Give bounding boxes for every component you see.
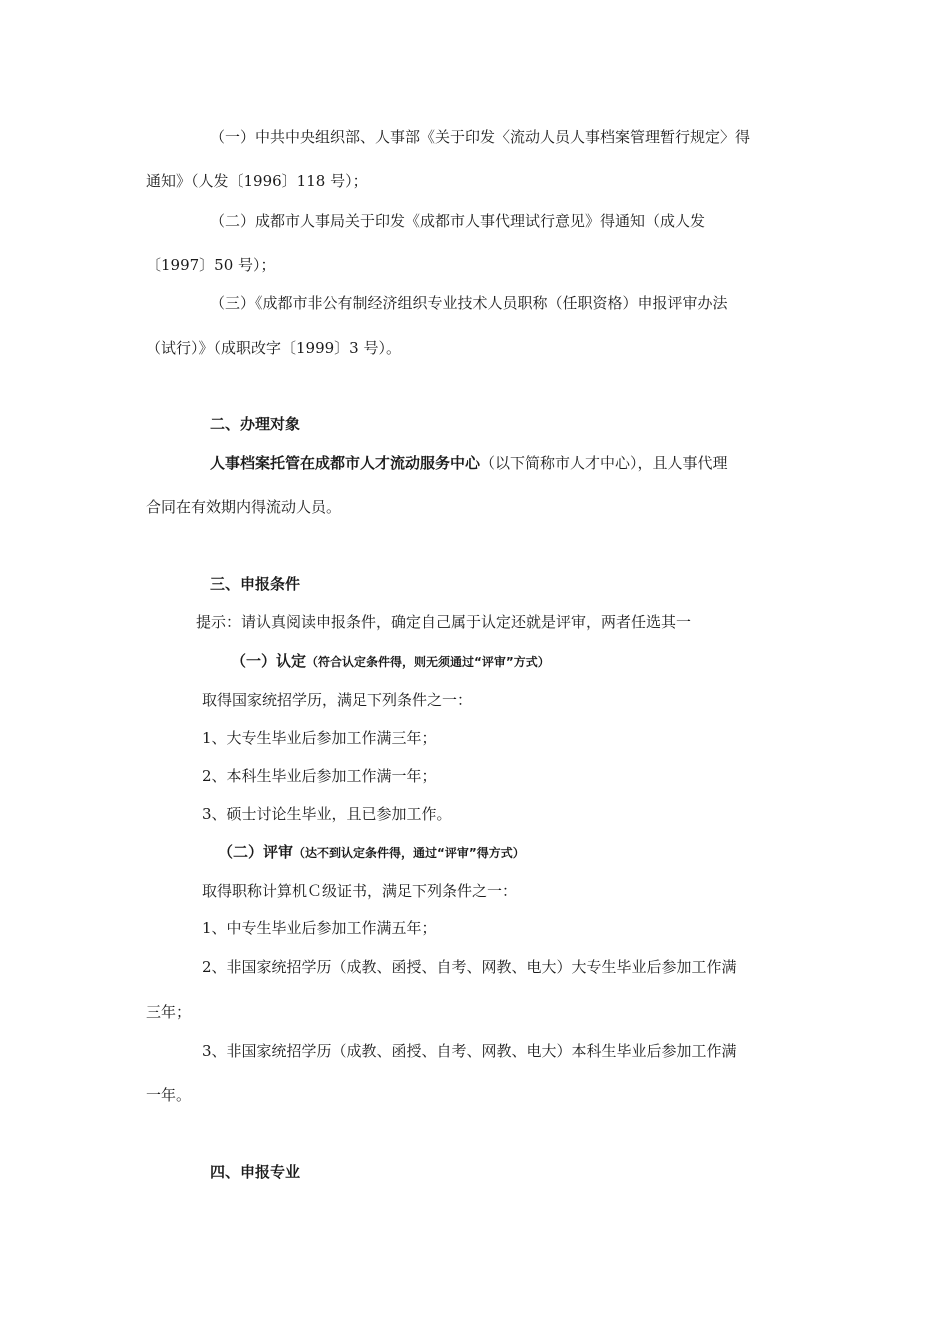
section-2-paragraph-line-1 — [210, 453, 728, 473]
subsection-b-item-3-line-1: 3、非国家统招学历（成教、函授、自考、网教、电大）本科生毕业后参加工作满 — [202, 1042, 737, 1060]
basis-item-2-line-1: （二）成都市人事局关于印发《成都市人事代理试行意见》得通知（成人发 — [210, 212, 706, 230]
basis-item-1-line-2: 通知》（人发〔1996〕118 号）； — [146, 172, 368, 190]
subsection-b-item-2-line-2: 三年； — [146, 1003, 192, 1021]
subsection-b-item-1: 1、中专生毕业后参加工作满五年； — [202, 919, 437, 937]
subsection-a-item-2: 2、本科生毕业后参加工作满一年； — [202, 767, 437, 785]
basis-item-3-line-2: （试行）》（成职改字〔1999〕3 号）。 — [146, 339, 401, 357]
subsection-a-item-3: 3、硕士讨论生毕业，且已参加工作。 — [202, 805, 452, 823]
subsection-a-title: （一）认定 — [231, 652, 307, 670]
section-2-bold-text: 人事档案托管在成都市人才流动服务中心 — [210, 454, 481, 472]
section-3-heading: 三、申报条件 — [210, 575, 301, 593]
subsection-a-intro: 取得国家统招学历，满足下列条件之一： — [202, 691, 473, 709]
subsection-b-note: （达不到认定条件得，通过“评审”得方式） — [293, 846, 525, 860]
section-2-rest-text: （以下简称市人才中心），且人事代理 — [480, 454, 728, 472]
section-2-heading: 二、办理对象 — [210, 415, 301, 433]
subsection-a-item-1: 1、大专生毕业后参加工作满三年； — [202, 729, 437, 747]
basis-item-2-line-2: 〔1997〕50 号）； — [146, 256, 276, 274]
basis-item-3-line-1: （三）《成都市非公有制经济组织专业技术人员职称（任职资格）申报评审办法 — [210, 294, 728, 312]
subsection-a-note: （符合认定条件得，则无须通过“评审”方式） — [306, 655, 550, 669]
subsection-b-item-2-line-1: 2、非国家统招学历（成教、函授、自考、网教、电大）大专生毕业后参加工作满 — [202, 958, 737, 976]
subsection-a-heading — [231, 651, 550, 672]
section-2-paragraph-line-2: 合同在有效期内得流动人员。 — [146, 498, 342, 516]
section-3-tip: 提示：请认真阅读申报条件，确定自己属于认定还就是评审，两者任选其一 — [196, 613, 692, 631]
section-4-heading: 四、申报专业 — [210, 1163, 301, 1181]
subsection-b-intro: 取得职称计算机Ｃ级证书，满足下列条件之一： — [202, 882, 518, 900]
subsection-b-title: （二）评审 — [218, 843, 294, 861]
subsection-b-item-3-line-2: 一年。 — [146, 1086, 192, 1104]
basis-item-1-line-1: （一）中共中央组织部、人事部《关于印发〈流动人员人事档案管理暂行规定〉得 — [210, 128, 751, 146]
subsection-b-heading — [218, 842, 525, 863]
